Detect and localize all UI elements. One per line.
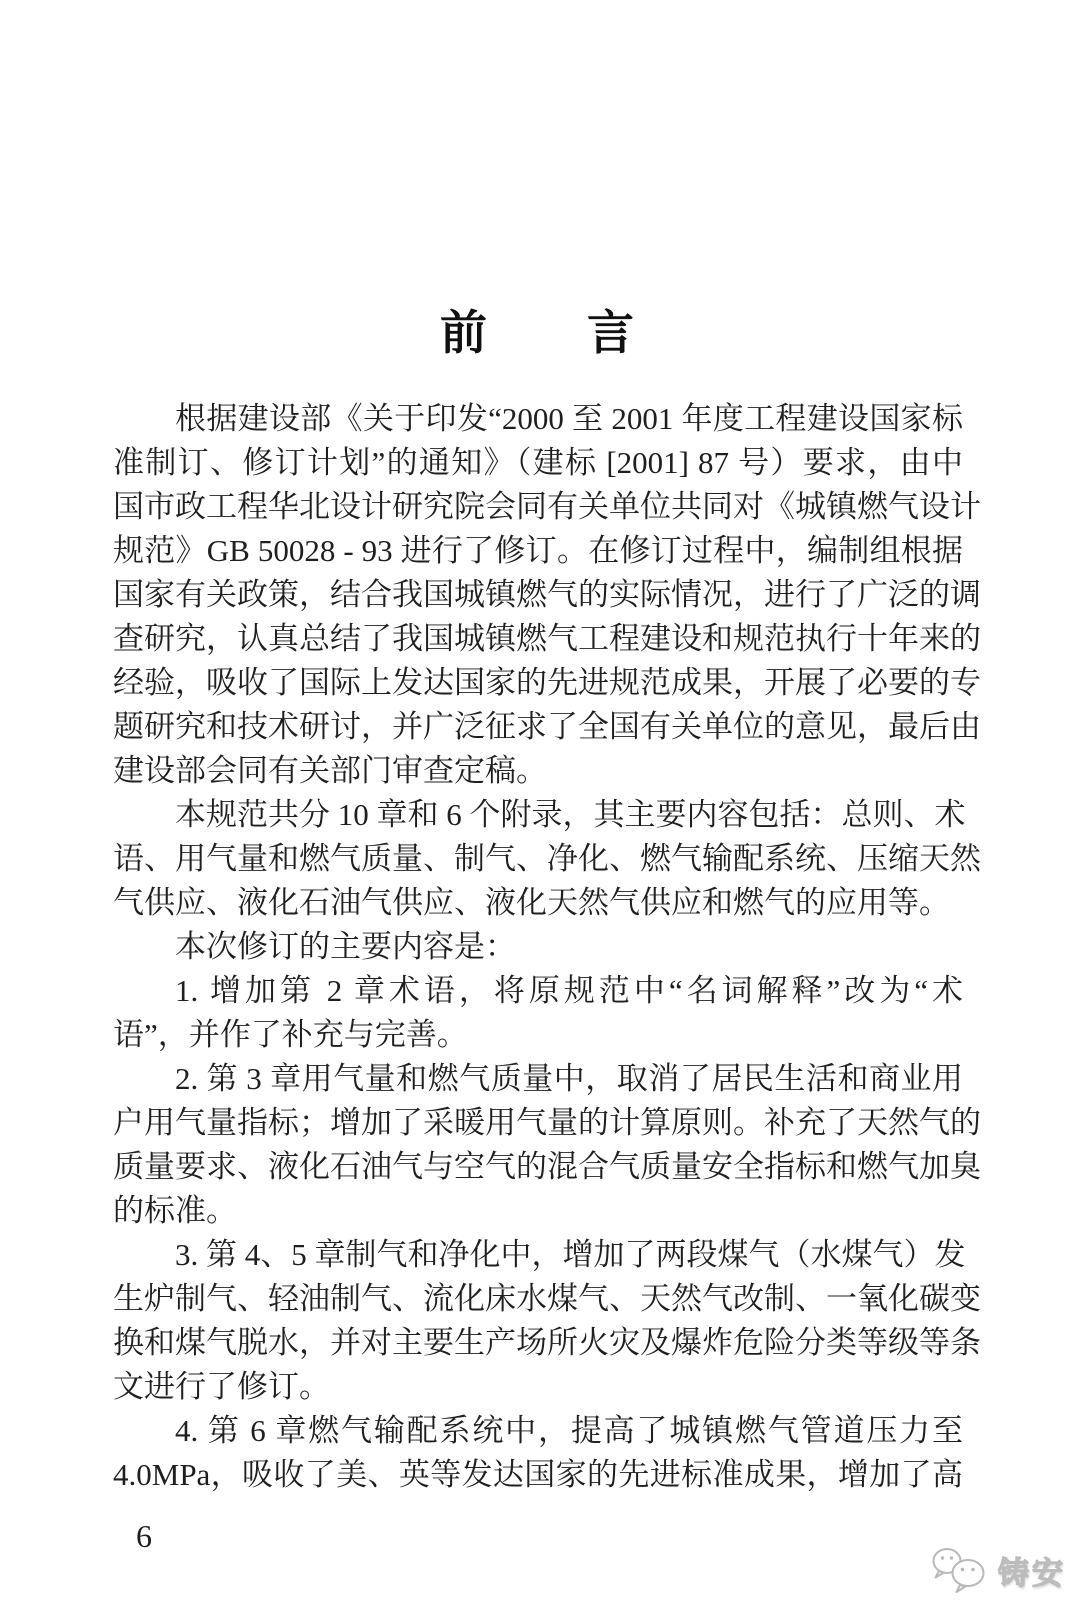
text-line: 换和煤气脱水，并对主要生产场所火灾及爆炸危险分类等级等条 <box>113 1325 981 1360</box>
text-line: 规范》GB 50028 - 93 进行了修订。在修订过程中，编制组根据 <box>113 533 963 568</box>
text-line: 质量要求、液化石油气与空气的混合气质量安全指标和燃气加臭 <box>113 1149 981 1184</box>
text-line: 4. 第 6 章燃气输配系统中，提高了城镇燃气管道压力至 <box>175 1413 963 1448</box>
text-line: 根据建设部《关于印发“2000 至 2001 年度工程建设国家标 <box>175 401 963 436</box>
text-line: 2. 第 3 章用气量和燃气质量中，取消了居民生活和商业用 <box>175 1061 963 1096</box>
text-line: 准制订、修订计划”的通知》（建标 [2001] 87 号）要求，由中 <box>113 445 963 480</box>
text-line: 语、用气量和燃气质量、制气、净化、燃气输配系统、压缩天然 <box>113 841 981 876</box>
text-line: 3. 第 4、5 章制气和净化中，增加了两段煤气（水煤气）发 <box>175 1237 966 1272</box>
text-line: 本次修订的主要内容是： <box>175 929 516 964</box>
text-line: 国市政工程华北设计研究院会同有关单位共同对《城镇燃气设计 <box>113 489 981 524</box>
page-number: 6 <box>136 1518 152 1554</box>
text-line: 户用气量指标；增加了采暖用气量的计算原则。补充了天然气的 <box>113 1105 981 1140</box>
page-title: 前 言 <box>440 308 636 360</box>
watermark <box>928 1544 1066 1596</box>
text-line: 语”，并作了补充与完善。 <box>113 1017 468 1052</box>
text-line: 本规范共分 10 章和 6 个附录，其主要内容包括：总则、术 <box>175 797 966 832</box>
text-line: 生炉制气、轻油制气、流化床水煤气、天然气改制、一氧化碳变 <box>113 1281 981 1316</box>
text-line: 题研究和技术研讨，并广泛征求了全国有关单位的意见，最后由 <box>113 709 981 744</box>
text-line: 国家有关政策，结合我国城镇燃气的实际情况，进行了广泛的调 <box>113 577 981 612</box>
text-line: 查研究，认真总结了我国城镇燃气工程建设和规范执行十年来的 <box>113 621 981 656</box>
text-line: 建设部会同有关部门审查定稿。 <box>113 753 547 788</box>
text-line: 1. 增加第 2 章术语，将原规范中“名词解释”改为“术 <box>175 973 963 1008</box>
text-line: 经验，吸收了国际上发达国家的先进规范成果，开展了必要的专 <box>113 665 981 700</box>
text-line: 文进行了修订。 <box>113 1369 330 1404</box>
wechat-icon <box>928 1544 992 1596</box>
watermark-text: 铸安 <box>998 1555 1066 1591</box>
text-line: 4.0MPa，吸收了美、英等发达国家的先进标准成果，增加了高 <box>113 1457 963 1492</box>
text-line: 的标准。 <box>113 1193 237 1228</box>
text-line: 气供应、液化石油气供应、液化天然气供应和燃气的应用等。 <box>113 885 950 920</box>
document-body <box>113 397 981 1497</box>
